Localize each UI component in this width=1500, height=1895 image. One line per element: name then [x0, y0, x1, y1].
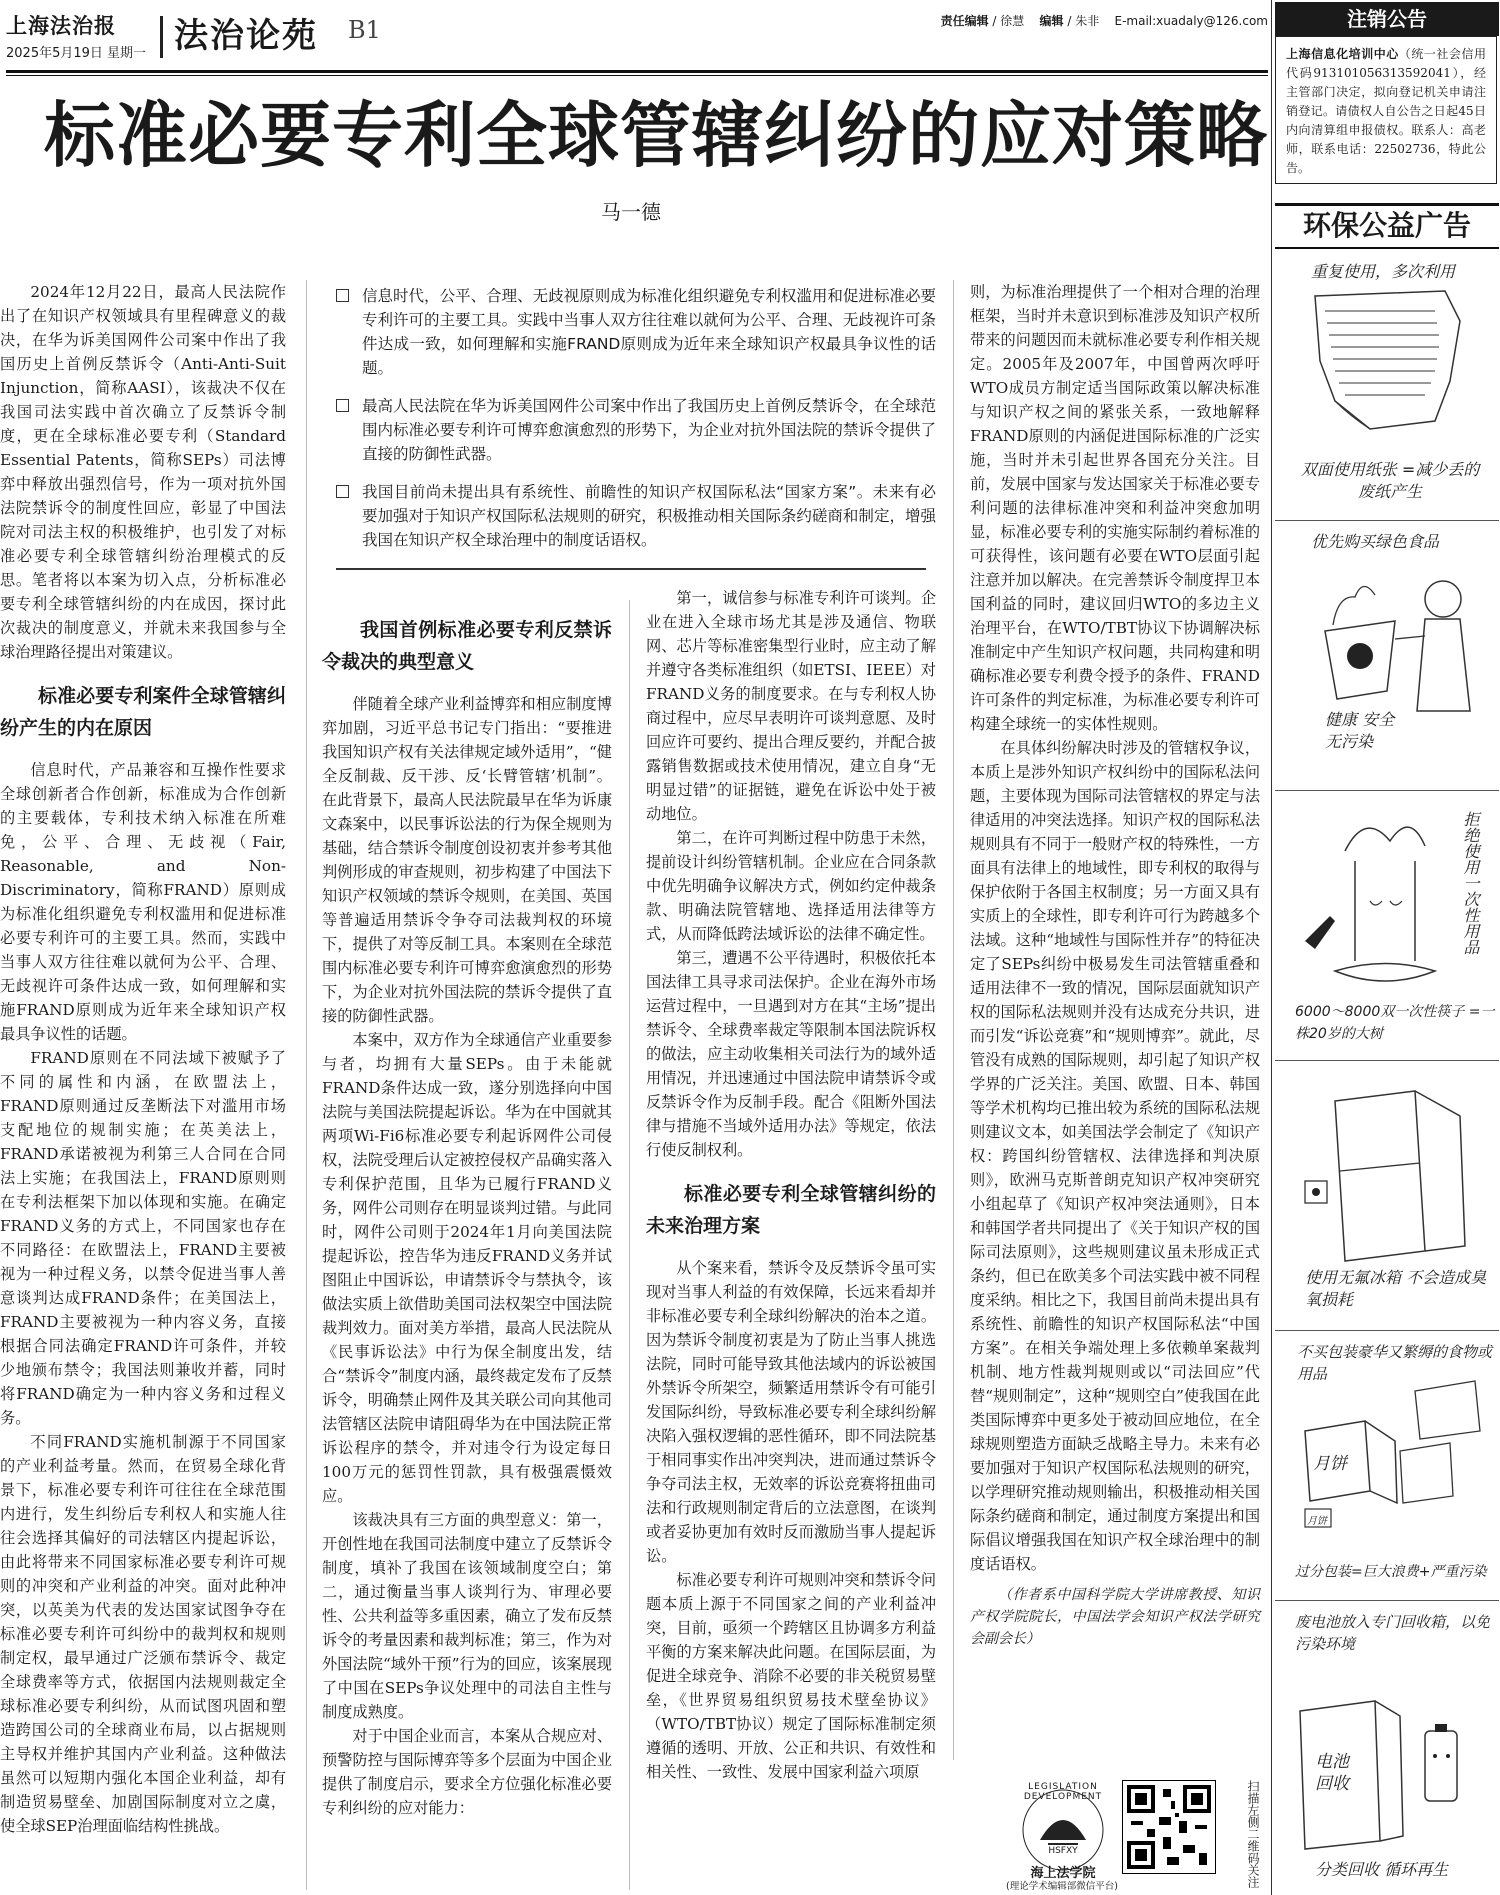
qr-code-icon[interactable]	[1122, 1780, 1216, 1874]
panel-caption-bottom: 过分包装=巨大浪费+严重污染	[1295, 1564, 1487, 1580]
summary-item	[336, 480, 936, 552]
body-paragraph: 第二，在许可判断过程中防患于未然，提前设计纠纷管辖机制。企业应在合同条款中优先明确争议解决方式，例如约定仲裁条款、明确法院管辖地、选择适用法律等方式，从而降低跨法域诉讼的法律不确定性。	[646, 829, 936, 943]
eco-panel-reuse	[1275, 251, 1499, 521]
eco-ad-title: 环保公益广告	[1275, 203, 1499, 249]
column-4	[970, 280, 1260, 1650]
article-author: 马一德	[601, 200, 661, 224]
editor2-label: 编辑	[1039, 14, 1064, 28]
body-paragraph: 本案中，双方作为全球通信产业重要参与者，均拥有大量SEPs。由于未能就FRAND条件达成一致，遂分别选择向中国法院与美国法院提起诉讼。华为在中国就其两项Wi-Fi6标准必要专利起诉网件公司侵权，法院受理后认定被控侵权产品确实落入专利保护范围，且华为已履行FRAND义务，网件公司则存在明显谈判过错。与此同时，网件公司则于2024年1月向美国法院提起诉讼，控告华为违反FRAND义务并试图阻止中国诉讼，申请禁诉令与禁执令，该做法实质上欲借助美国司法权架空中国法院裁判效力。面对美方举措，最高人民法院从《民事诉讼法》中行为保全制度出发，结合“禁诉令”制度内涵，最终裁定发布了反禁诉令，明确禁止网件及其关联公司向其他司法管辖区法院申请阻碍华为在中国法院正常诉讼程序的禁令，并对违令行为设定每日100万元的惩罚性罚款，具有极强震慑效应。	[322, 1031, 612, 1505]
column-2	[322, 614, 612, 1820]
summary-box	[336, 284, 936, 566]
panel-caption-bottom: 分类回收 循环再生	[1315, 1860, 1449, 1879]
section-title: 法治论苑	[174, 16, 318, 56]
body-paragraph: 则，为标准治理提供了一个相对合理的治理框架，当时并未意识到标准涉及知识产权所带来的问题因而未就标准必要专利作相关规定。2005年及2007年，中国曾两次呼吁WTO成员方制定适当国际政策以解决标准与知识产权之间的紧张关系，一致地解释FRAND原则的内涵促进国际标准的广泛实施，当时并未引起世界各国充分关注。目前，发展中国家与发达国家关于标准必要专利问题的法律标准冲突和利益冲突愈加明显，标准必要专利的实施实际制约着标准的可获得性，该问题有必要在WTO层面引起注意并加以解决。在完善禁诉令制度捍卫本国利益的同时，建议回归WTO的多边主义治理平台，在WTO/TBT协议下协调解决标准制定中产生知识产权问题，共同构建和明确标准必要专利费令授予的条件、FRAND许可条件的判定标准，为标准必要专利许可构建全球统一的实体性规则。	[970, 283, 1260, 733]
checkbox-bullet-icon	[336, 399, 349, 412]
editor2-name: / 朱非	[1067, 14, 1100, 28]
section-heading-2: 我国首例标准必要专利反禁诉令裁决的典型意义	[322, 619, 612, 673]
summary-item	[336, 284, 936, 380]
author-byline: （作者系中国科学院大学讲席教授、知识产权学院院长，中国法学会知识产权法学研究会副会长）	[970, 1587, 1260, 1647]
column-divider	[306, 280, 307, 1890]
body-paragraph: 对于中国企业而言，本案从合规应对、预警防控与国际博弈等多个层面为中国企业提供了制度启示，要求全方位强化标准必要专利纠纷的应对能力：	[322, 1727, 612, 1817]
eco-panel-green-food	[1275, 521, 1499, 791]
panel-caption-top: 不买包装豪华又繁缛的食物或用品	[1297, 1343, 1493, 1383]
panel-caption-top: 优先购买绿色食品	[1311, 532, 1440, 551]
logo-name: 海上法学院	[1030, 1866, 1096, 1881]
column-3	[646, 586, 936, 1784]
body-paragraph: FRAND原则在不同法域下被赋予了不同的属性和内涵，在欧盟法上，FRAND原则通过反垄断法下对滥用市场支配地位的规制实施；在英美法上，FRAND承诺被视为利第三人合同在合同法上实施；在我国法上，FRAND原则则在专利法框架下加以体现和实施。在确定FRAND义务的方式上，不同国家也存在不同路径：在欧盟法上，FRAND主要被视为一种过程义务，以禁令促进当事人善意谈判达成FRAND条件；在美国法上，FRAND主要被视为一种内容义务，直接根据合同法确定FRAND许可条件，并较少地颁布禁令；我国法则兼收并蓄，同时将FRAND确定为一种内容义务和过程义务。	[0, 1049, 286, 1427]
panel-caption-bottom: 6000～8000双一次性筷子 =一株20岁的大树	[1295, 1004, 1495, 1042]
body-paragraph: 从个案来看，禁诉令及反禁诉令虽可实现对当事人利益的有效保障，长远来看却并非标准必要专利全球纠纷解决的治本之道。因为禁诉令制度初衷是为了防止当事人挑选法院，同时可能导致其他法域内的诉讼被国外禁诉令所架空，频繁适用禁诉令有可能引发国际纠纷，导致标准必要专利全球纠纷解决陷入强权逻辑的恶性循环，即不同法院基于相同事实作出冲突判决，进而通过禁诉令争夺司法主权，无效率的诉讼竞赛将扭曲司法和行政规则制定背后的立法意图，在谈判或者妥协更加有效时反而激励当事人提起诉讼。	[646, 1259, 936, 1565]
sidebar-divider	[1271, 0, 1272, 1895]
eco-panel-packaging	[1275, 1331, 1499, 1601]
body-paragraph: 伴随着全球产业利益博弈和相应制度博弈加剧，习近平总书记专门指出：“要推进我国知识产权有关法律规定域外适用”，“健全反制裁、反干涉、反‘长臂管辖’机制”。在此背景下，最高人民法院最早在华为诉康文森案中，以民事诉讼法的行为保全规则为基础，结合禁诉令制度创设初衷并参考其他判例形成的审查规则，初步构建了中国法下知识产权领域的禁诉令规则，在美国、英国等普遍适用禁诉令争夺司法裁判权的环境下，提供了对等反制工具。本案则在全球范围内标准必要专利许可博弈愈演愈烈的形势下，为企业对抗外国法院的禁诉令提供了直接的防御性武器。	[322, 695, 612, 1025]
body-paragraph: 第一，诚信参与标准专利许可谈判。企业在进入全球市场尤其是涉及通信、物联网、芯片等标准密集型行业时，应主动了解并遵守各类标准组织（如ETSI、IEEE）对FRAND义务的制度要求。在与专利权人协商过程中，应尽早表明许可谈判意愿、及时回应许可要约、提出合理反要约，并配合披露销售数据或技术使用情况，建立自身“无明显过错”的证据链，避免在诉讼中处于被动地位。	[646, 589, 936, 823]
body-paragraph: 在具体纠纷解决时涉及的管辖权争议，本质上是涉外知识产权纠纷中的国际私法问题，主要体现为国际司法管辖权的界定与法律适用的冲突法选择。知识产权的国际私法规则具有不同于一般财产权的特殊性，一方面具有法律上的地域性，即专利权的取得与保护依附于各国主权制度；另一方面又具有实质上的全球性，即专利许可行为跨越多个法域。这种“地域性与国际性并存”的特征决定了SEPs纠纷中极易发生司法管辖重叠和适用法律不一致的情况，国际层面就知识产权的国际私法规则并没有达成充分共识，进而引发“诉讼竞赛”和“规则博弈”。就此，尽管没有成熟的国际规则，却引起了知识产权学界的广泛关注。美国、欧盟、日本、韩国等学术机构均已推出较为系统的国际私法规则建议文本，如美国法学会制定了《知识产权：跨国纠纷管辖权、法律选择和判决原则》，欧洲马克斯普朗克知识产权冲突研究小组起草了《知识产权冲突法通则》，日本和韩国学者共同提出了《关于知识产权的国际司法原则》，这些规则建议虽未形成正式条约，但已在欧美多个司法实践中被不同程度采纳。相比之下，我国目前尚未提出具有系统性、前瞻性的知识产权国际私法“中国方案”。在相关争端处理上多依赖单案裁判机制、地方性裁判规则或以“司法回应”代替“规则制定”，这种“规则空白”使我国在此类国际博弈中更多处于被动回应地位，在全球规则塑造方面缺乏战略主导力。未来有必要加强对于知识产权国际私法规则的研究，以学理研究推动规则输出，积极推动相关国际条约磋商和制定，通过制度方案提出和国际倡议增强我国在知识产权全球治理中的制度话语权。	[970, 739, 1260, 1573]
paper-name: 上海法治报	[6, 13, 116, 38]
editor-email[interactable]: E-mail:xuadaly@126.com	[1114, 14, 1268, 28]
masthead-rule	[6, 70, 1268, 73]
masthead	[6, 6, 1268, 68]
summary-item	[336, 394, 936, 466]
notice-title: 注销公告	[1275, 2, 1499, 36]
eco-panel-no-disposables	[1275, 791, 1499, 1061]
body-paragraph: 该裁决具有三方面的典型意义：第一，开创性地在我国司法制度中建立了反禁诉令制度，填补了我国在该领域制度空白；第二，通过衡量当事人谈判行为、审理必要性、公共利益等多重因素，确立了发布反禁诉令的考量因素和裁判标准；第三，作为对外国法院“域外干预”行为的回应，该案展现了中国在SEPs争议处理中的司法自主性与制度成熟度。	[322, 1511, 612, 1721]
small-box-label: 月饼	[1307, 1516, 1327, 1527]
box-label: 月饼	[1313, 1454, 1347, 1474]
checkbox-bullet-icon	[336, 289, 349, 302]
notice-text: （统一社会信用代码913101056313592041），经主管部门决定，拟向登记机关申请注销登记。请债权人自公告之日起45日内向清算组申报债权。联系人：高老师，联系电话：22502736，特此公告。	[1286, 47, 1486, 175]
logo-abbr: HSFXY	[1048, 1846, 1078, 1856]
panel-caption-top: 拒绝使用一次性用品	[1461, 811, 1480, 955]
issue-date: 2025年5月19日 星期一	[6, 46, 147, 61]
summary-text: 信息时代，公平、合理、无歧视原则成为标准化组织避免专利权滥用和促进标准必要专利许可的主要工具。实践中当事人双方往往难以就何为公平、合理、无歧视许可条件达成一致，如何理解和实施FRAND原则成为近年来全球知识产权最具争议性的话题。	[362, 287, 936, 377]
masthead-rule-thin	[6, 75, 1268, 76]
summary-text: 我国目前尚未提出具有系统性、前瞻性的知识产权国际私法“国家方案”。未来有必要加强对于知识产权国际私法规则的研究，积极推动相关国际条约磋商和制定，增强我国在知识产权全球治理中的制度话语权。	[362, 483, 936, 549]
eco-panel-fridge	[1275, 1061, 1499, 1331]
body-paragraph: 第三，遭遇不公平待遇时，积极依托本国法律工具寻求司法保护。企业在海外市场运营过程中，一旦遇到对方在其“主场”提出禁诉令、全球费率裁定等限制本国法院诉权的做法，应主动收集相关司法行为的域外适用情况，并迅速通过中国法院申请禁诉令或反禁诉令作为反制手段。配合《阻断外国法律与措施不当域外适用办法》等规定，依法行使反制权利。	[646, 949, 936, 1159]
panel-caption-top: 重复使用，多次利用	[1311, 262, 1456, 281]
column-1	[0, 280, 286, 1838]
checkbox-bullet-icon	[336, 485, 349, 498]
intro-paragraph: 2024年12月22日，最高人民法院作出了在知识产权领域具有里程碑意义的裁决，在华为诉美国网件公司案中作出了我国历史上首例反禁诉令（Anti-Anti-Suit Injunction，简称AASI），该裁决不仅在我国司法实践中首次确立了反禁诉令制度，更在全球标准必要专利（Standard Essential Patents，简称SEPs）司法博弈中释放出强烈信号，作为一项对抗外国法院禁诉令的制度性回应，彰显了中国法院对司法主权的积极维护，也引发了对标准必要专利全球管辖纠纷治理模式的反思。笔者将以本案为切入点，分析标准必要专利全球管辖纠纷的内在成因，探讨此次裁决的制度意义，并就未来我国参与全球治理路径提出对策建议。	[0, 283, 286, 661]
summary-text: 最高人民法院在华为诉美国网件公司案中作出了我国历史上首例反禁诉令，在全球范围内标准必要专利许可博弈愈演愈烈的形势下，为企业对抗外国法院的禁诉令提供了直接的防御性武器。	[362, 397, 936, 463]
panel-caption-bottom: 健康 安全 无污染	[1325, 710, 1395, 751]
body-paragraph: 信息时代，产品兼容和互操作性要求全球创新者合作创新，标准成为合作创新的主要载体，专利技术纳入标准在所难免，公平、合理、无歧视（Fair, Reasonable, and Non-Discriminatory，简称FRAND）原则成为标准化组织避免专利权滥用和促进标准必要专利许可的主要工具。然而，实践中当事人双方往往难以就何为公平、合理、无歧视许可条件达成一致，如何理解和实施FRAND原则成为近年来全球知识产权最具争议性的话题。	[0, 761, 286, 1043]
column-divider	[629, 600, 630, 1890]
body-paragraph: 不同FRAND实施机制源于不同国家的产业利益考量。然而，在贸易全球化背景下，标准必要专利许可往往在全球范围内进行，发生纠纷后专利权人和实施人往往会选择其偏好的司法辖区内提起诉讼，由此将带来不同国家标准必要专利许可规则的冲突和产业利益的冲突。面对此种冲突，以英美为代表的发达国家试图争夺在标准必要专利许可纠纷中的裁判权和规则制定权，最早通过广泛颁布禁诉令、裁定全球费率等方式，依据国内法规则裁定全球标准必要专利纠纷，从而试图巩固和塑造跨国公司的全球商业布局，以占据规则主导权并维护其国内产业利益。这种做法虽然可以短期内强化本国企业利益，却有制造贸易壁垒、加剧国际制度对立之虞，使全球SEP治理面临结构性挑战。	[0, 1433, 286, 1835]
masthead-divider	[160, 16, 163, 58]
notice-box-icon	[1275, 36, 1497, 184]
summary-divider	[336, 568, 926, 570]
logo-text: LEGISLATION DEVELOPMENT	[1023, 1782, 1103, 1802]
article-title: 标准必要专利全球管辖纠纷的应对策略	[44, 93, 1269, 177]
editor-name: / 徐慧	[992, 14, 1025, 28]
bin-label: 电池回收	[1315, 1752, 1349, 1794]
page-number: B1	[348, 16, 381, 44]
editor-credits	[941, 12, 1268, 29]
editor-label: 责任编辑	[940, 14, 989, 28]
body-paragraph: 标准必要专利许可规则冲突和禁诉令问题本质上源于不同国家之间的产业利益冲突，目前，亟须一个跨辖区且协调多方利益平衡的方案来解决此问题。在国际层面，为促进全球竞争、消除不必要的非关税贸易壁垒，《世界贸易组织贸易技术壁垒协议》（WTO/TBT协议）规定了国际标准制定须遵循的透明、开放、公正和共识、有效性和相关性、一致性、发展中国家利益六项原	[646, 1571, 936, 1781]
panel-caption-bottom: 双面使用纸张 =减少丢的废纸产生	[1300, 460, 1480, 501]
panel-caption-bottom: 使用无氟冰箱 不会造成臭氧损耗	[1305, 1268, 1487, 1309]
section-heading-1: 标准必要专利案件全球管辖纠纷产生的内在原因	[0, 685, 286, 739]
qr-caption: 扫描左侧二维码关注	[1246, 1780, 1260, 1888]
column-divider	[953, 280, 954, 1760]
notice-company: 上海信息化培训中心	[1286, 47, 1399, 61]
logo-subtitle: (理论学术编辑部微信平台)	[1006, 1881, 1118, 1892]
panel-caption-top: 废电池放入专门回收箱，以免污染环境	[1295, 1613, 1491, 1653]
eco-panel-battery	[1275, 1601, 1499, 1895]
section-heading-3: 标准必要专利全球管辖纠纷的未来治理方案	[646, 1183, 936, 1237]
